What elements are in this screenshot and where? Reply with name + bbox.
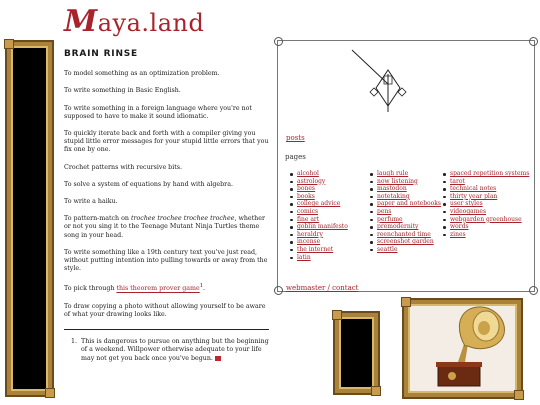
page-link[interactable]: videogames — [450, 208, 529, 216]
article — [64, 50, 269, 363]
gramophone-icon — [408, 304, 517, 393]
corner-ornament-icon — [529, 286, 538, 295]
sidebar-panel — [277, 40, 535, 292]
page-link[interactable]: books — [297, 193, 348, 201]
paragraph: To pick through this theorem prover game$^1$. — [64, 283, 206, 293]
footnote-ref[interactable]: 1 — [199, 283, 204, 290]
page-link[interactable]: screenshot garden — [377, 238, 441, 246]
page-link[interactable]: college advice — [297, 200, 348, 208]
paragraph: To quickly iterate back and forth with a compiler giving you stupid little error messages for your stupid little errors that you fix one by one. — [64, 130, 269, 154]
page-link[interactable]: fine art — [297, 216, 348, 224]
page-link[interactable]: mastodon — [377, 185, 441, 193]
page-link[interactable]: the internet — [297, 246, 348, 254]
page-link[interactable]: spaced repetition systems — [450, 170, 530, 177]
page-link[interactable]: words — [450, 223, 529, 231]
pages-column-3 — [441, 170, 529, 238]
page-link[interactable]: goblin manifesto — [297, 223, 348, 231]
page-link[interactable]: comics — [297, 208, 348, 216]
paragraph: To pattern-match on trochee trochee trochee trochee, whether or not you sing it to the Teenage Mutant Ninja Turtles theme song in your head. — [64, 215, 265, 239]
page-link[interactable]: technical notes — [450, 185, 529, 193]
footnote: 1. This is dangerous to pursue on anything but the beginning of a weekend. Willpower otherwise adequate to your life may not get you back once you've begun. — [79, 338, 269, 363]
paragraph: To write something in a foreign language where you're not supposed to have to make it sound idiomatic. — [64, 104, 252, 120]
paragraph: To draw copying a photo without allowing yourself to be aware of what your drawing looks like. — [64, 302, 266, 318]
page-link[interactable]: astrology — [297, 178, 348, 186]
page-link[interactable]: latin — [297, 254, 348, 262]
page-link[interactable]: incense — [297, 238, 348, 246]
page-link[interactable]: user styles — [450, 200, 529, 208]
page-link[interactable]: zines — [450, 231, 529, 239]
pages-heading: pages — [285, 153, 306, 161]
page-link[interactable]: notetaking — [377, 193, 441, 201]
paragraph: To solve a system of equations by hand with algebra. — [64, 180, 233, 188]
italic-meter: trochee trochee trochee trochee — [130, 215, 235, 223]
return-arrow-icon[interactable] — [215, 356, 221, 361]
page-link[interactable]: perfume — [377, 216, 441, 224]
logo-rest: aya.land — [97, 9, 205, 37]
page-link[interactable]: now listening — [377, 178, 441, 186]
webmaster-contact-link[interactable]: webmaster / contact — [286, 284, 359, 292]
posts-link[interactable]: posts — [286, 134, 305, 142]
gramophone-picture-frame — [404, 300, 521, 397]
site-logo[interactable] — [64, 4, 204, 39]
page-link[interactable]: pens — [377, 208, 441, 216]
footnotes — [64, 338, 269, 363]
page-link[interactable]: bones — [297, 185, 348, 193]
page-link[interactable]: paper and notebooks — [377, 200, 441, 208]
theorem-prover-link[interactable]: this theorem prover game — [116, 285, 200, 293]
page-link[interactable]: seattle — [377, 246, 441, 254]
footnote-divider — [64, 329, 269, 330]
small-ornate-frame — [335, 313, 378, 393]
corner-ornament-icon — [529, 37, 538, 46]
left-ornate-frame — [7, 42, 52, 395]
page-link[interactable]: reenchanted time — [377, 231, 441, 239]
paragraph: Crochet patterns with recursive bits. — [64, 163, 182, 171]
paragraph: To write something in Basic English. — [64, 87, 181, 95]
page-link[interactable]: alcohol — [297, 170, 348, 178]
article-title: BRAIN RINSE — [64, 49, 139, 59]
page-link[interactable]: thirty year plan — [450, 193, 529, 201]
corner-ornament-icon — [274, 286, 283, 295]
page-link[interactable]: heraldry — [297, 231, 348, 239]
paragraph: To write a haiku. — [64, 198, 118, 206]
paragraph: To write something like a 19th century text you've just read, without putting intention into pulling towards or away from the style. — [64, 248, 268, 273]
pages-column-2 — [368, 170, 441, 254]
corner-ornament-icon — [274, 37, 283, 46]
logo-initial: M — [64, 4, 98, 39]
paragraph: To model something as an optimization problem. — [64, 70, 220, 78]
page-link[interactable]: premodernity — [377, 223, 441, 231]
page-link[interactable]: laugh rule — [377, 170, 441, 178]
sigil-icon — [348, 48, 428, 114]
pages-column-1 — [288, 170, 348, 261]
page-link[interactable]: webgarden greenhouse — [450, 216, 529, 224]
page-link[interactable]: tarot — [450, 178, 529, 186]
